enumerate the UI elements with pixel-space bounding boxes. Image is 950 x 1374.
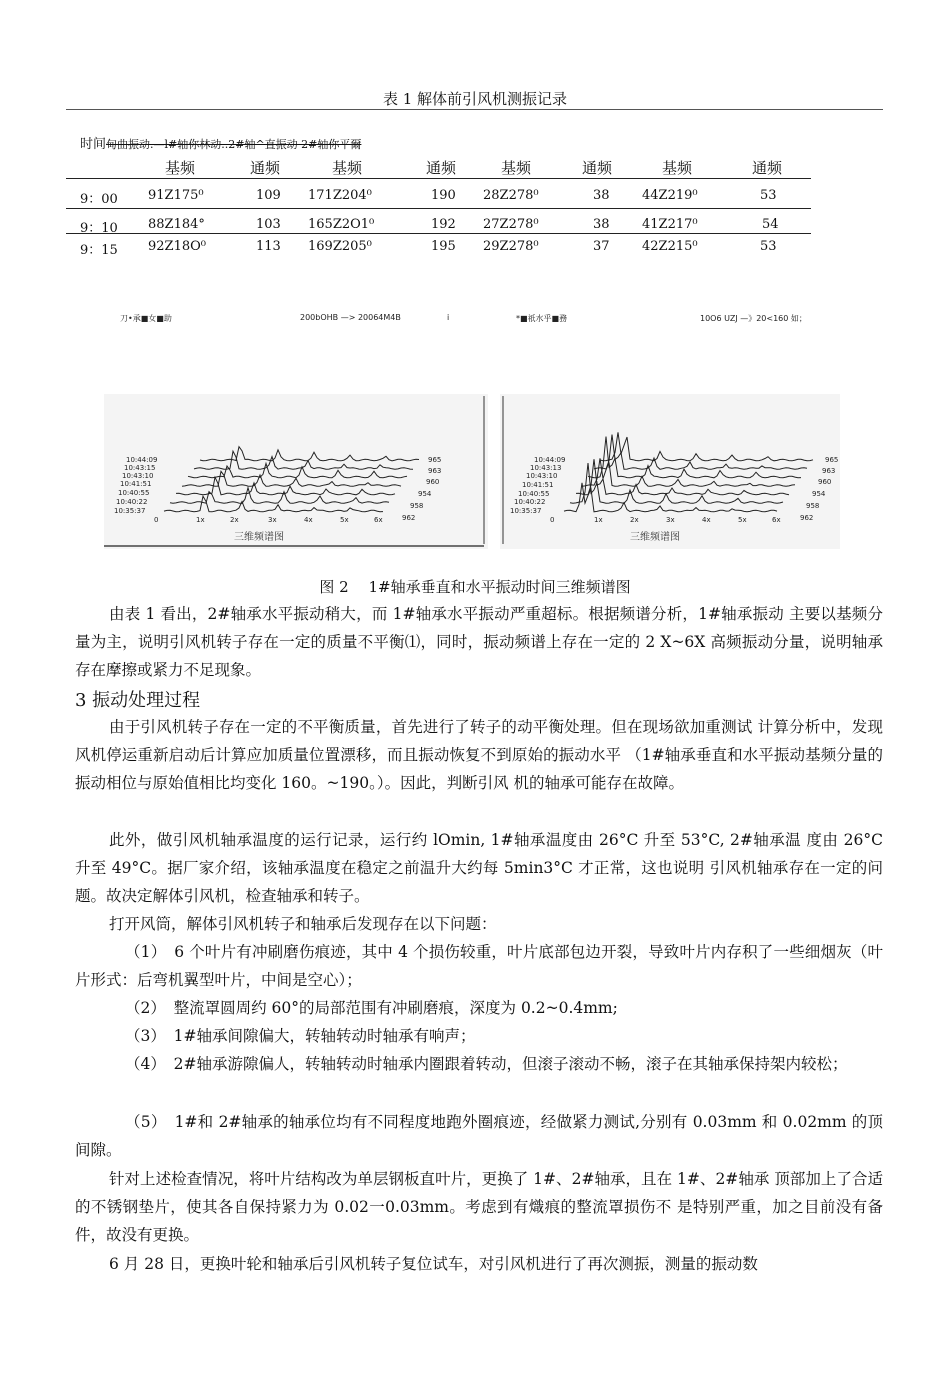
time-label: 10:44:09	[126, 456, 158, 464]
spectrum-panel-horizontal	[500, 394, 840, 549]
x-tick: 6x	[374, 516, 383, 524]
section-heading: 3 振动处理过程	[75, 690, 201, 711]
value-label: 958	[806, 502, 820, 510]
subheader: 通频	[250, 159, 281, 177]
value-label: 963	[428, 467, 442, 475]
figure-label: *■祇水乎■務	[516, 314, 568, 323]
time-label: 10:43:10	[526, 472, 558, 480]
value-label: 965	[428, 456, 442, 464]
figure-label: i	[447, 313, 450, 322]
paragraph: 由于引风机转子存在一定的不平衡质量，首先进行了转子的动平衡处理。但在现场欲加重测试 计算分析中，发现风机停运重新启动后计算应加质量位置漂移，而且振动恢复不到原始的振动水平 （1#轴承垂直和水平振动基频分量的振动相位与原始值相比均变化 160。~190。）。因此，判断引风 机的轴承可能存在故障。	[75, 718, 883, 792]
x-tick: 0	[550, 516, 555, 524]
time-label: 10:41:51	[522, 481, 554, 489]
time-label: 10:35:37	[510, 507, 542, 515]
panel-caption: 三维频谱图	[234, 532, 284, 543]
time-label: 10:41:51	[120, 480, 152, 488]
value-label: 958	[410, 502, 424, 510]
subheader: 基频	[332, 159, 363, 177]
value-label: 960	[818, 478, 832, 486]
list-item: （2） 整流罩圆周约 60°的局部范围有冲刷磨痕，深度为 0.2~0.4mm;	[125, 999, 618, 1017]
value-label: 960	[426, 478, 440, 486]
table-title: 表 1 解体前引风机测振记录	[382, 90, 568, 108]
paragraph: 6 月 28 日，更换叶轮和轴承后引风机转子复位试车，对引风机进行了再次测振，测量的振动数	[109, 1255, 758, 1273]
time-label: 10:40:22	[116, 498, 148, 506]
time-label: 10:43:15	[124, 464, 156, 472]
x-tick: 1x	[196, 516, 205, 524]
x-tick: 1x	[594, 516, 603, 524]
spectrum-plot-vertical	[104, 394, 488, 549]
time-label: 10:43:13	[530, 464, 562, 472]
list-item: （5） 1#和 2#轴承的轴承位均有不同程度地跑外圈痕迹，经做紧力测试,分别有 0.03mm 和 0.02mm 的顶间隙。	[75, 1113, 883, 1159]
value-label: 965	[825, 456, 839, 464]
table-top-rule	[66, 109, 883, 110]
paragraph: 打开风筒，解体引风机转子和轴承后发现存在以下问题：	[109, 915, 497, 933]
time-label: 10:44:09	[534, 456, 566, 464]
spectrum-plot-horizontal	[500, 394, 840, 549]
list-item: （4） 2#轴承游隙偏人，转轴转动时轴承内圈跟着转动，但滚子滚动不畅，滚子在其轴承保持架内较松；	[125, 1055, 848, 1073]
subheader: 基频	[165, 159, 196, 177]
paragraph: 此外，做引风机轴承温度的运行记录，运行约 lOmin, 1#轴承温度由 26°C 升至 53°C, 2#轴承温 度由 26°C 升至 49°C。据厂家介绍，该轴承温度在稳定之前温升大约每 5min3°C 才正常，这也说明 引风机轴承存在一定的问题。故决定解体引风机，检查轴承和转子。	[75, 831, 883, 905]
value-label: 954	[812, 490, 826, 498]
time-label: 10:40:55	[118, 489, 150, 497]
subheader: 通频	[752, 159, 783, 177]
panel-caption: 三维频谱图	[630, 532, 680, 543]
subheader: 通频	[426, 159, 457, 177]
figure-label: 200bOHB —> 20064M4B	[300, 313, 401, 322]
figure-label: 刀•承■女■助	[120, 314, 172, 323]
table-header-rule	[66, 178, 811, 179]
spectrum-panel-vertical	[104, 394, 488, 549]
figure-caption: 图 2 1#轴承垂直和水平振动时间三维频谱图	[319, 578, 631, 596]
x-tick: 2x	[230, 516, 239, 524]
time-label: 10:40:55	[518, 490, 550, 498]
x-tick: 5x	[738, 516, 747, 524]
value-label: 954	[418, 490, 432, 498]
paragraph: 由表 1 看出，2#轴承水平振动稍大，而 1#轴承水平振动严重超标。根据频谱分析，1#轴承振动 主要以基频分量为主，说明引风机转子存在一定的质量不平衡⑴，同时，振动频谱上存在一定的 2 X~6X 高频振动分量，说明轴承存在摩擦或紧力不足现象。	[75, 605, 883, 679]
time-label: 10:40:22	[514, 498, 546, 506]
header-time: 时间	[80, 137, 107, 152]
list-item: （1） 6 个叶片有冲刷磨伤痕迹，其中 4 个损伤较重，叶片底部包边开裂，导致叶片内存积了一些细烟灰（叶片形式：后弯机翼型叶片，中间是空心）；	[75, 943, 883, 989]
subheader: 基频	[662, 159, 693, 177]
value-label: 962	[402, 514, 416, 522]
value-label: 962	[800, 514, 814, 522]
table-header-row	[80, 133, 361, 152]
value-label: 963	[822, 467, 836, 475]
table-row-rule	[66, 208, 811, 209]
x-tick: 4x	[304, 516, 313, 524]
figure-label: 10O6 UZJ —》20<160 如；	[700, 314, 807, 323]
subheader: 通频	[582, 159, 613, 177]
x-tick: 4x	[702, 516, 711, 524]
list-item: （3） 1#轴承间隙偏大，转轴转动时轴承有响声；	[125, 1027, 476, 1045]
header-garbled: 甸曲振动.—l#轴你林动..2#轴^直振动 2#轴你平爾	[106, 138, 362, 151]
paragraph: 针对上述检查情况，将叶片结构改为单层钢板直叶片，更换了 1#、2#轴承，且在 1#、2#轴承 顶部加上了合适的不锈钢垫片，使其各自保持紧力为 0.02一0.03mm。考虑到有熾痕的整流罩损伤不 是特别严重，加之目前没有备件，故没有更换。	[75, 1170, 883, 1244]
x-tick: 5x	[340, 516, 349, 524]
x-tick: 0	[154, 516, 159, 524]
time-label: 10:43:10	[122, 472, 154, 480]
x-tick: 3x	[666, 516, 675, 524]
x-tick: 2x	[630, 516, 639, 524]
time-label: 10:35:37	[114, 507, 146, 515]
table-row-rule	[66, 233, 811, 234]
x-tick: 3x	[268, 516, 277, 524]
subheader: 基频	[501, 159, 532, 177]
x-tick: 6x	[772, 516, 781, 524]
